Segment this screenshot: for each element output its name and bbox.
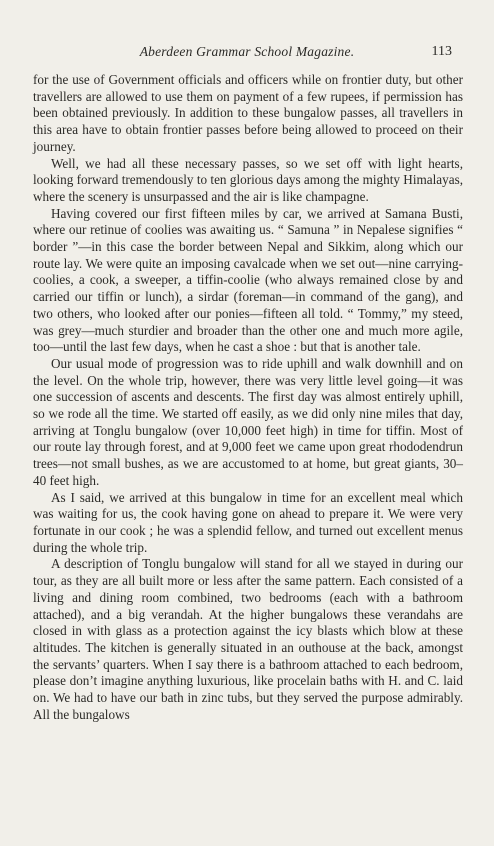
paragraph: for the use of Government officials and officers while on frontier duty, but other travellers are allowed to use them on payment of a few rupees, if permission has been obtained previously. In addition to these bungalow passes, all travellers in this area have to obtain frontier passes before being allowed to proceed on their journey. [33,72,463,154]
running-title: Aberdeen Grammar School Magazine. [139,44,355,59]
page-number: 113 [431,44,452,59]
paragraph: Well, we had all these necessary passes, so we set off with light hearts, looking forward tremendously to ten glorious days among the mighty Himalayas, where the scenery is unsurpassed and the air is like champagne. [33,155,463,204]
paragraph: A description of Tonglu bungalow will stand for all we stayed in during our tour, as they are all built more or less after the same pattern. Each consisted of a living and dining room combined, two bedrooms (each with a bathroom attached), and a big verandah. At the higher bungalows these verandahs are closed in with glass as a protection against the icy blasts which blow at these altitudes. The kitchen is generally situated in an outhouse at the back, amongst the servants’ quarters. When I say there is a bathroom attached to each bedroom, please don’t imagine anything luxurious, like procelain baths with H. and C. laid on. We had to have our bath in zinc tubs, but they served the purpose admirably. All the bungalows [33,556,463,722]
paragraph: Our usual mode of progression was to ride uphill and walk downhill and on the level. On the whole trip, however, there was very little level going—it was one succession of ascents and descents. The first day was almost entirely uphill, so we rode all the time. We started off easily, as we did only nine miles that day, arriving at Tonglu bungalow (over 10,000 feet high) in time for tiffin. Most of our route lay through forest, and at 9,000 feet we came upon great rhododendrun trees—not small bushes, as we are accustomed to at home, but great giants, 30–40 feet high. [33,355,463,488]
paragraph: As I said, we arrived at this bungalow in time for an excellent meal which was waiting for us, the cook having gone on ahead to prepare it. We were very fortunate in our cook ; he was a splendid fellow, and turned out excellent menus during the whole trip. [33,489,463,555]
paragraph: Having covered our first fifteen miles by car, we arrived at Samana Busti, where our retinue of coolies was awaiting us. “ Samuna ” in Nepalese signifies “ border ”—in this case the border between Nepal and Sikkim, along which our route lay. We were quite an imposing cavalcade when we set out—nine carrying-coolies, a cook, a sweeper, a tiffin-coolie (who always remained close by and carried our tiffin or lunch), a sirdar (foreman—in command of the gang), and two others, who looked after our ponies—fifteen all told. “ Tommy,” my steed, was grey—much sturdier and broader than the other one and much more agile, too—until the last few days, when he cast a shoe : but that is another tale. [33,205,463,355]
body-text [33,72,463,723]
page-header [0,44,494,64]
